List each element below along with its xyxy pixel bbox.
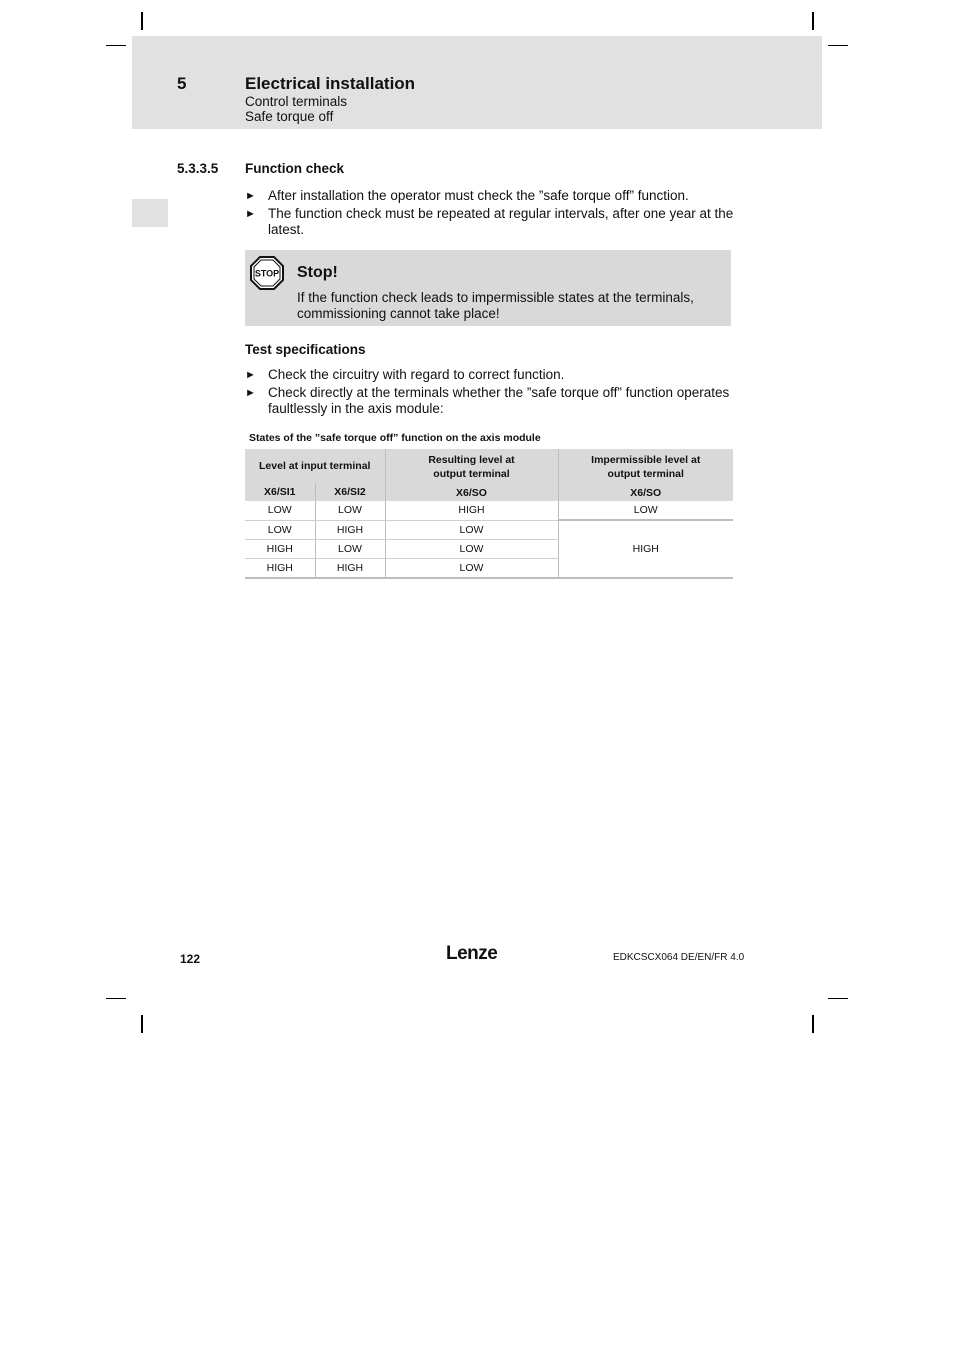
document-code: EDKCSCX064 DE/EN/FR 4.0	[613, 952, 745, 963]
section-number: 5.3.3.5	[177, 161, 219, 176]
bullet-arrow-icon: ►	[245, 369, 256, 381]
list-item: ► Check directly at the terminals whether the ”safe torque off” function operates faultlessly in the axis module:	[245, 385, 730, 416]
cell-si2: HIGH	[315, 520, 385, 539]
crop-mark	[141, 12, 143, 30]
cell-si1: LOW	[245, 501, 315, 520]
section-title: Function check	[245, 161, 345, 176]
cell-si1: LOW	[245, 520, 315, 539]
cell-so: LOW	[385, 539, 558, 558]
chapter-number: 5	[177, 74, 187, 93]
crop-mark	[141, 1015, 143, 1033]
chapter-subtitle: Safe torque off	[245, 109, 334, 124]
list-item: ► The function check must be repeated at regular intervals, after one year at the latest.	[245, 206, 734, 237]
crop-mark	[828, 45, 848, 46]
list-item: ► Check the circuitry with regard to correct function.	[245, 367, 565, 382]
chapter-subtitle: Control terminals	[245, 94, 348, 109]
crop-mark	[828, 998, 848, 999]
crop-mark	[812, 12, 814, 30]
bullet-arrow-icon: ►	[245, 208, 256, 220]
header-resulting-level: Resulting level at output terminal X6/SO	[385, 449, 558, 501]
svg-text:STOP: STOP	[254, 268, 280, 279]
test-specifications-heading: Test specifications	[245, 342, 366, 357]
header-si1: X6/SI1	[245, 483, 315, 501]
stop-sign-icon	[250, 256, 284, 295]
cell-so: HIGH	[385, 501, 558, 520]
chapter-title: Electrical installation	[245, 74, 416, 93]
cell-si1: HIGH	[245, 539, 315, 558]
bullet-arrow-icon: ►	[245, 190, 256, 202]
cell-impermissible: LOW	[558, 501, 733, 520]
cell-si2: LOW	[315, 539, 385, 558]
stop-title: Stop!	[297, 264, 338, 281]
crop-mark	[106, 45, 126, 46]
header-si2: X6/SI2	[315, 483, 385, 501]
side-tab	[132, 199, 168, 227]
cell-si1: HIGH	[245, 558, 315, 578]
stop-notice	[245, 250, 731, 326]
cell-so: LOW	[385, 520, 558, 539]
bullet-arrow-icon: ►	[245, 387, 256, 399]
test-specifications-list	[245, 367, 737, 419]
cell-so: LOW	[385, 558, 558, 578]
list-item: ► After installation the operator must check the ”safe torque off” function.	[245, 188, 689, 203]
function-check-list	[245, 188, 737, 240]
cell-si2: LOW	[315, 501, 385, 520]
lenze-logo: Lenze	[446, 943, 498, 964]
cell-si2: HIGH	[315, 558, 385, 578]
states-table	[245, 449, 733, 579]
crop-mark	[812, 1015, 814, 1033]
page-number: 122	[180, 952, 201, 966]
header-impermissible-level: Impermissible level at output terminal X6/SO	[558, 449, 733, 501]
crop-mark	[106, 998, 126, 999]
cell-impermissible-merged: HIGH	[558, 520, 733, 578]
stop-text: If the function check leads to impermissible states at the terminals, commissioning cannot take place!	[297, 290, 694, 321]
table-row	[245, 520, 733, 539]
header-input-level: Level at input terminal	[245, 449, 385, 483]
header-band	[132, 36, 822, 129]
table-caption: States of the ”safe torque off” function on the axis module	[249, 432, 541, 444]
table-row	[245, 501, 733, 520]
